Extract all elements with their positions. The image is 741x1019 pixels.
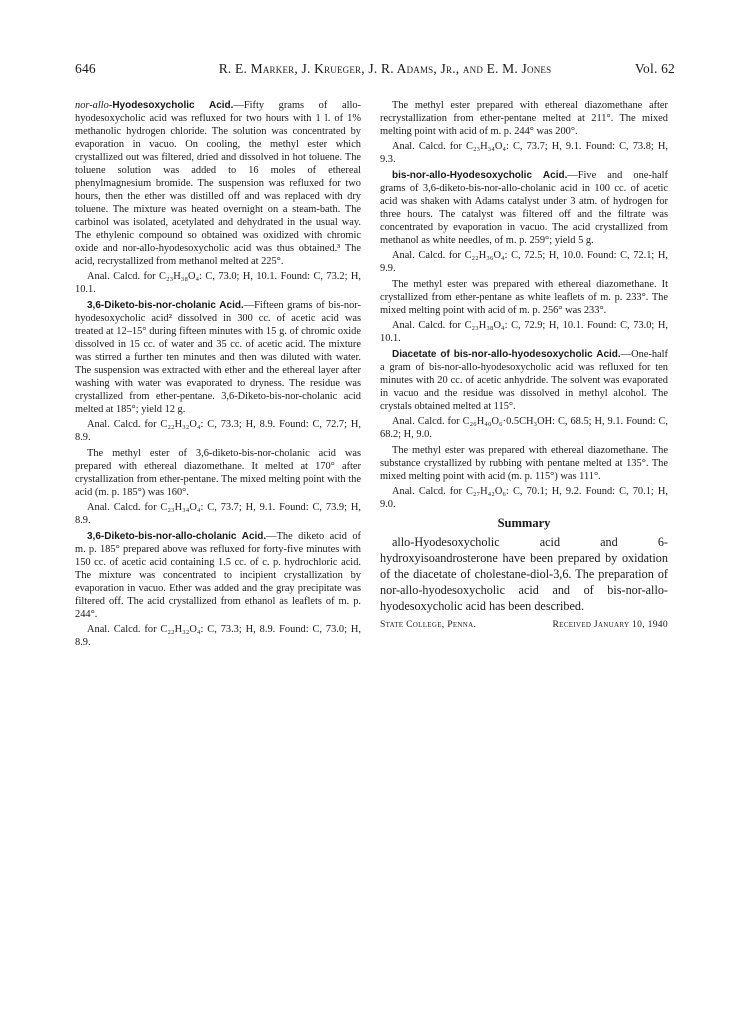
received-date: Received January 10, 1940 <box>552 619 668 630</box>
paragraph-body: —One-half a gram of bis-nor-allo-hyodesoxycholic acid was refluxed for ten minutes with 20 cc. of acetic anhydride. The solvent was evaporated in vacuo and the residue was dissolved in methyl alcohol. The crystals obtained melted at 115°. <box>380 349 668 412</box>
section-head: 3,6-Diketo-bis-nor-allo-cholanic Acid. <box>87 531 267 542</box>
paragraph-body: —Five and one-half grams of 3,6-diketo-bis-nor-allo-cholanic acid in 100 cc. of acetic acid was shaken with Adams catalyst under 3 atm. of hydrogen for three hours. The catalyst was filtered off and the filtrate was concentrated by evaporation in vacuo. The acid crystallized from methanol as white needles, of m. p. 259°; yield 5 g. <box>380 170 668 246</box>
analysis-line: Anal. Calcd. for C₂₃H₃₈O₄: C, 72.9; H, 10.1. Found: C, 73.0; H, 10.1. <box>380 320 668 344</box>
right-column <box>380 99 668 631</box>
section-head: Hyodesoxycholic Acid. <box>112 100 234 111</box>
running-header <box>75 61 675 79</box>
paragraph-methyl-ester: The methyl ester prepared with ethereal diazomethane after recrystallization from ether-pentane melted at 211°. The mixed melting point with acid of m. p. 244° was 200°. <box>380 100 668 137</box>
signature-line <box>380 618 668 631</box>
analysis-line: Anal. Calcd. for C₂₂H₃₂O₄: C, 73.3; H, 8.9. Found: C, 72.7; H, 8.9. <box>75 419 361 443</box>
paragraph-body: —The diketo acid of m. p. 185° prepared above was refluxed for forty-five minutes with 150 cc. of acetic acid containing 1.5 cc. of c. p. hydrochloric acid. The mixture was concentrated to incipient crystallization by evaporation in vacuo. Ether was added and the gray precipitate was filtered off. The acid crystallized from ethanol as leaflets of m. p. 244°. <box>75 531 361 620</box>
running-header-authors: R. E. Marker, J. Krueger, J. R. Adams, Jr., and E. M. Jones <box>218 61 552 76</box>
analysis-line: Anal. Calcd. for C₂₃H₃₄O₄: C, 73.7; H, 9.1. Found: C, 73.9; H, 8.9. <box>75 502 361 526</box>
paragraph-bis-nor-allo-hyodesoxycholic <box>380 169 668 247</box>
paragraph-diketo-bis-nor-allo-cholanic <box>75 530 361 621</box>
left-column <box>75 99 361 652</box>
paragraph-diacetate <box>380 348 668 413</box>
page-number: 646 <box>75 61 96 76</box>
paragraph-methyl-ester: The methyl ester was prepared with ethereal diazomethane. The substance crystallized by rubbing with pentane melted at 135°. The mixed melting point with acid (m. p. 115°) was 111°. <box>380 445 668 482</box>
paragraph-methyl-ester: The methyl ester was prepared with ethereal diazomethane. It crystallized from ether-pentane as white leaflets of m. p. 233°. The mixed melting point with acid of m. p. 256° was 233°. <box>380 279 668 316</box>
paragraph-methyl-ester: The methyl ester of 3,6-diketo-bis-nor-cholanic acid was prepared with ethereal diazomethane. It melted at 170° after crystallization from ether-pentane. The mixed melting point with the acid (m. p. 185°) was 160°. <box>75 448 361 498</box>
paragraph-body: —Fifty grams of allo-hyodesoxycholic acid was refluxed for two hours with 1 l. of 1% methanolic hydrogen chloride. The solution was concentrated by evaporation in vacuo. On cooling, the methyl ester which crystallized out was filtered, dried and dissolved in hot toluene. The toluene solution was added to 16 moles of ethereal phenylmagnesium bromide. The suspension was refluxed for two hours, then the ether was distilled off and was replaced with dry toluene. The mixture was heated overnight on a steam-bath. The carbinol was isolated, acetylated and dehydrated in the usual way. The ethylenic compound so obtained was oxidized with chromic oxide and nor-allo-hyodesoxycholic acid was thus obtained.³ The acid, recrystallized from methanol melted at 225°. <box>75 100 362 267</box>
paragraph-body: —Fifteen grams of bis-nor-hyodesoxycholic acid² dissolved in 300 cc. of acetic acid was treated at 12–15° during fifteen minutes with 15 g. of chromic oxide dissolved in 15 cc. of water and 35 cc. of acetic acid. The mixture was stirred a further ten minutes and then was diluted with water. The suspension was extracted with ether and the ethereal layer after washing with water was evaporated to dryness. The residue was crystallized from ether-pentane. 3,6-Diketo-bis-nor-cholanic acid melted at 185°; yield 12 g. <box>75 300 361 415</box>
paragraph-diketo-bis-nor-cholanic <box>75 299 361 416</box>
section-head-prefix: nor-allo- <box>75 100 113 111</box>
analysis-line: Anal. Calcd. for C₂₆H₄₀O₆·0.5CH₃OH: C, 68.5; H, 9.1. Found: C, 68.2; H, 9.0. <box>380 416 668 440</box>
summary-text: allo-Hyodesoxycholic acid and 6-hydroxyisoandrosterone have been prepared by oxidation of the diacetate of cholestane-diol-3,6. The preparation of nor-allo-hyodesoxycholic acid and of bis-nor-allo-hyodesoxycholic acid has been described. <box>380 535 668 613</box>
section-head: bis-nor-allo-Hyodesoxycholic Acid. <box>392 170 568 181</box>
section-head: 3,6-Diketo-bis-nor-cholanic Acid. <box>87 300 244 311</box>
analysis-line: Anal. Calcd. for C₂₃H₃₈O₄: C, 73.0; H, 10.1. Found: C, 73.2; H, 10.1. <box>75 271 361 295</box>
paragraph-nor-allo-hyodesoxycholic <box>75 99 361 268</box>
analysis-line: Anal. Calcd. for C₂₃H₃₄O₄: C, 73.7; H, 9.1. Found: C, 73.8; H, 9.3. <box>380 141 668 165</box>
volume-number: Vol. 62 <box>634 61 675 76</box>
analysis-line: Anal. Calcd. for C₂₂H₃₂O₄: C, 73.3; H, 8.9. Found: C, 73.0; H, 8.9. <box>75 624 361 648</box>
institution-location: State College, Penna. <box>380 619 477 630</box>
section-head: Diacetate of bis-nor-allo-hyodesoxycholic Acid. <box>392 349 621 360</box>
summary-heading: Summary <box>497 516 551 530</box>
analysis-line: Anal. Calcd. for C₂₂H₃₆O₄: C, 72.5; H, 10.0. Found: C, 72.1; H, 9.9. <box>380 250 668 274</box>
analysis-line: Anal. Calcd. for C₂₇H₄₂O₆: C, 70.1; H, 9.2. Found: C, 70.1; H, 9.0. <box>380 486 668 510</box>
